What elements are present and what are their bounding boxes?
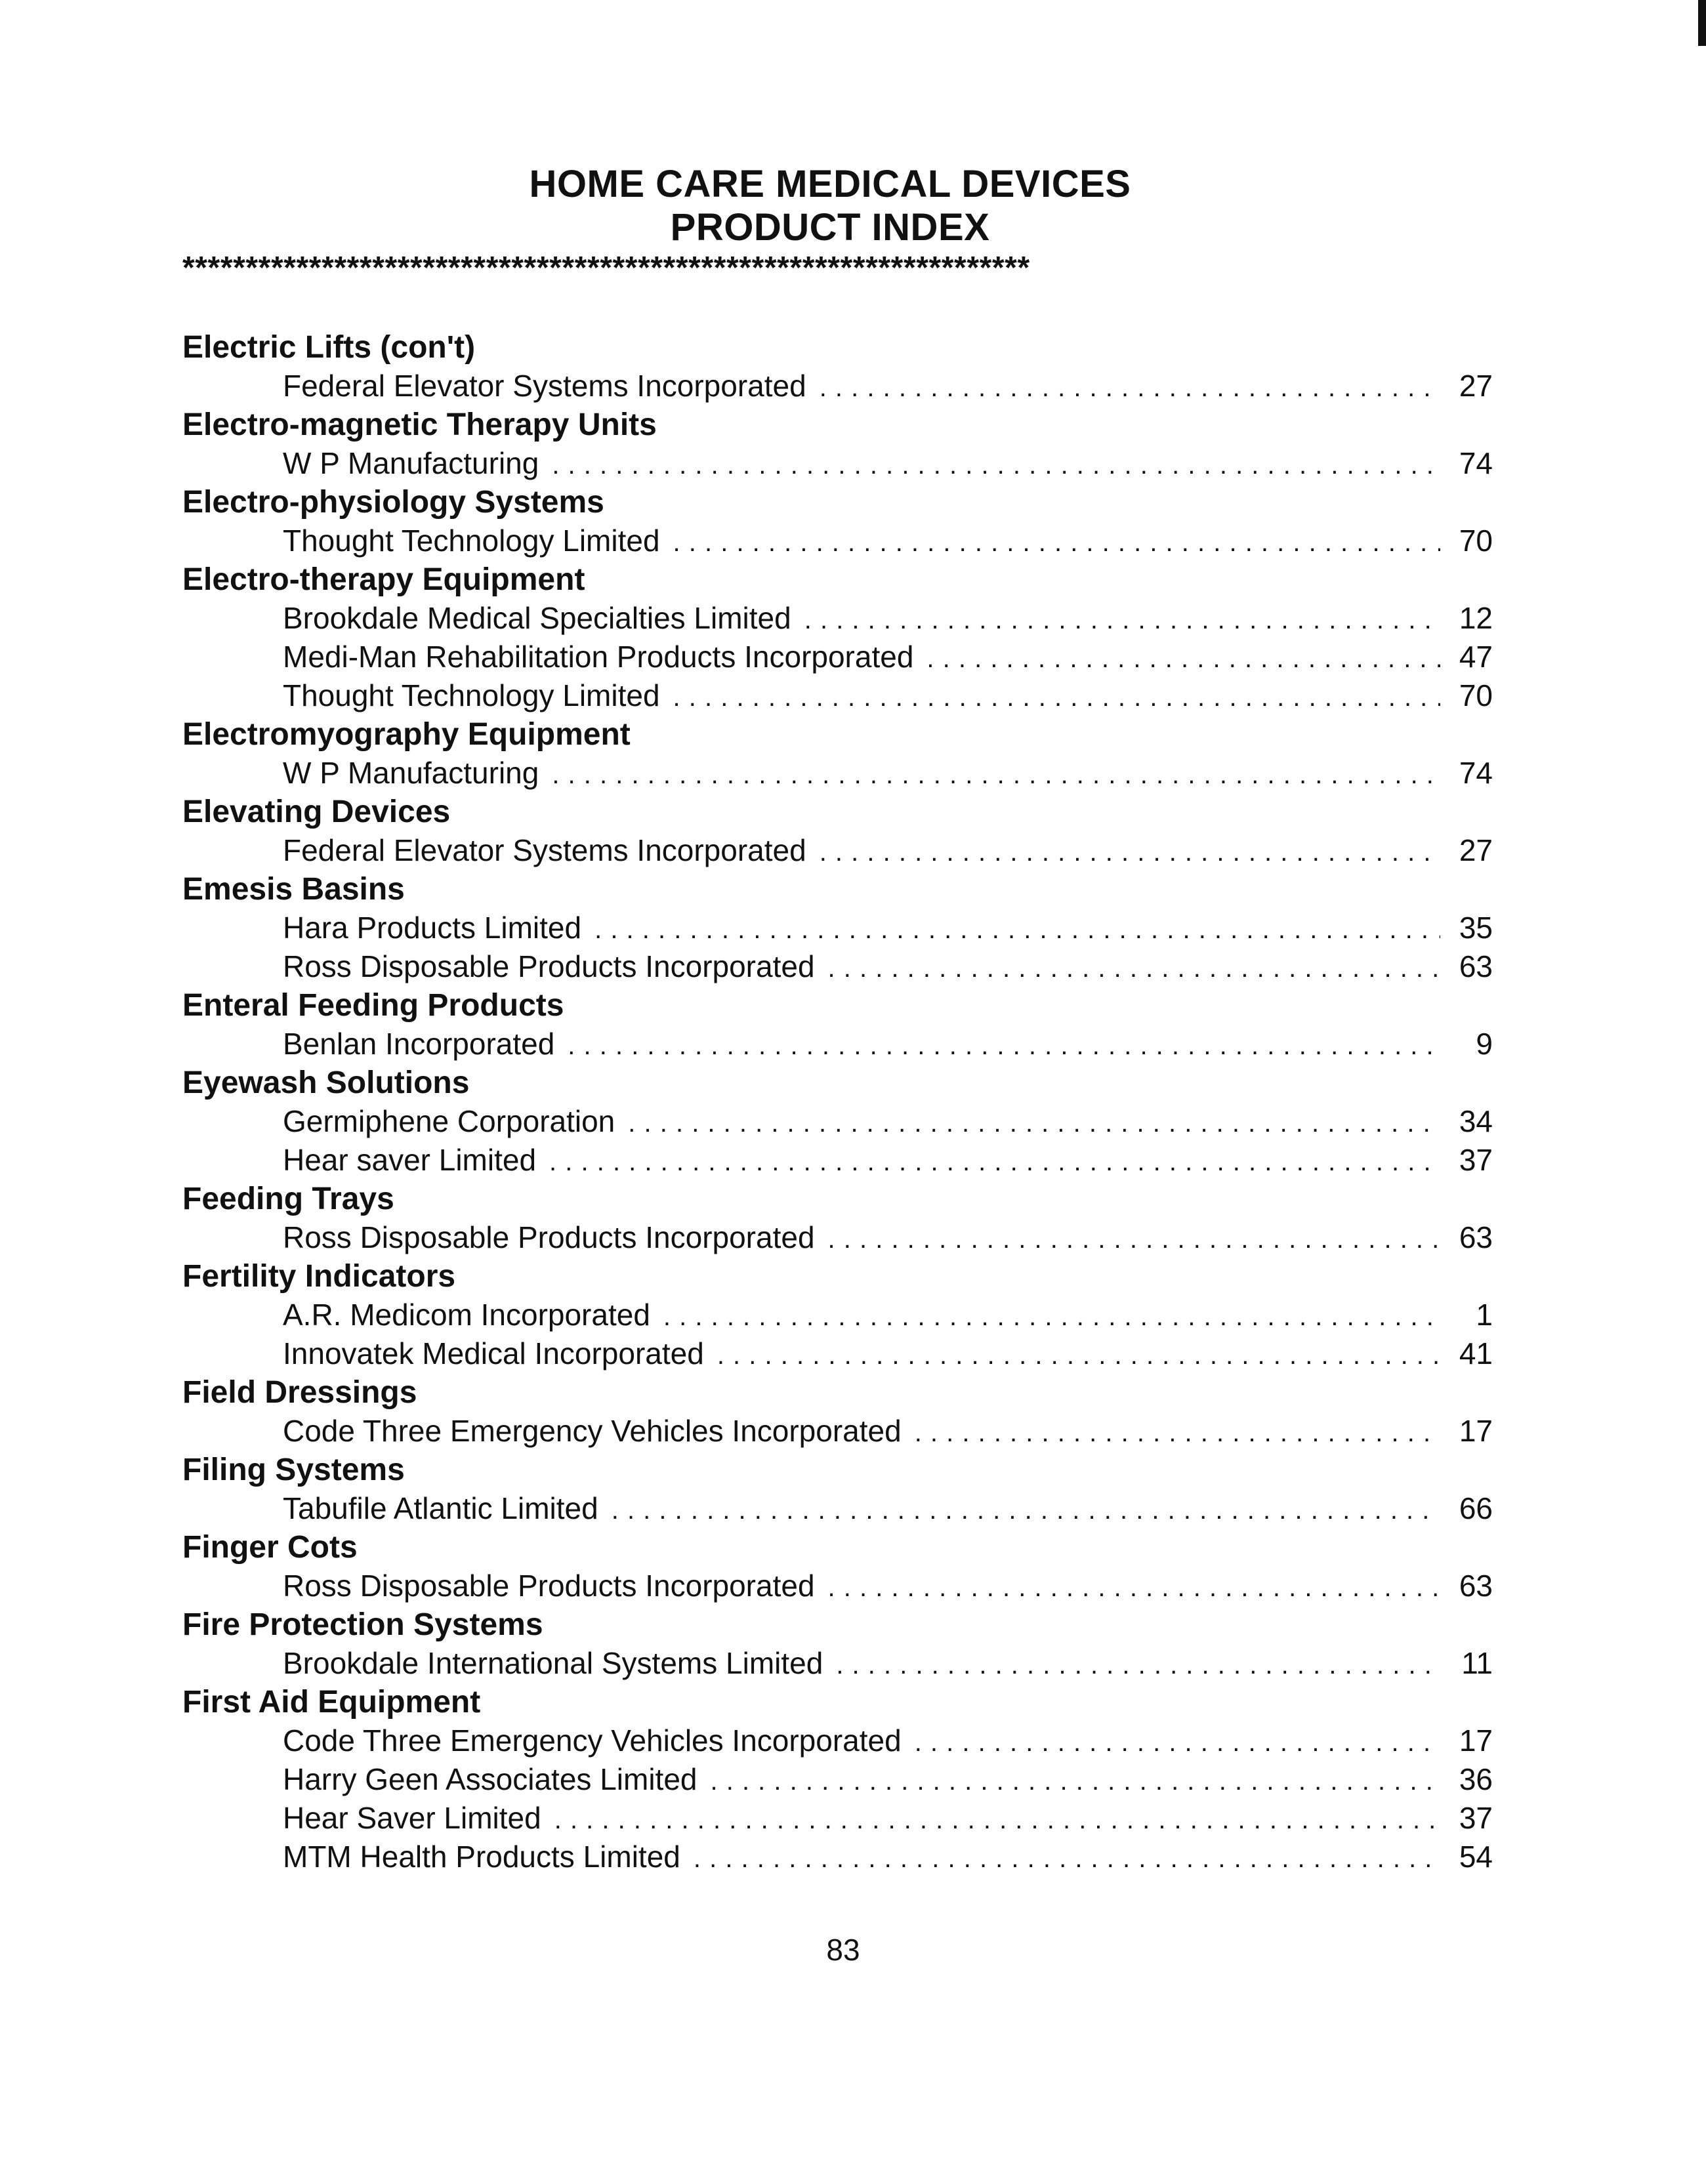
company-name: Thought Technology Limited [283,678,660,712]
company-name: Brookdale International Systems Limited [283,1646,823,1680]
index-category [182,405,1493,483]
page-reference: 9 [1476,1027,1493,1061]
index-entry [182,831,1493,870]
dot-leader [820,833,1440,872]
company-name: W P Manufacturing [283,446,539,480]
page-reference: 11 [1461,1646,1493,1680]
index-entry [182,1102,1493,1141]
dot-leader [694,1840,1440,1878]
category-heading: Electric Lifts (con't) [182,330,476,365]
category-heading: Elevating Devices [182,794,451,829]
document-title: HOME CARE MEDICAL DEVICES [529,163,1131,205]
company-name: Hear saver Limited [283,1143,537,1177]
dot-leader [628,1104,1440,1143]
dot-leader [915,1723,1440,1762]
category-heading: Finger Cots [182,1530,358,1565]
dot-leader [673,678,1440,717]
company-name: Tabufile Atlantic Limited [283,1491,598,1525]
page-reference: 27 [1459,833,1493,867]
dot-leader [717,1336,1440,1375]
index-entry [182,638,1493,676]
index-entry [182,754,1493,793]
index-entry [182,1141,1493,1180]
index-category [182,328,1493,405]
page-reference: 36 [1459,1762,1493,1796]
company-name: Code Three Emergency Vehicles Incorporated [283,1414,902,1448]
index-entry [182,1025,1493,1063]
company-name: Hear Saver Limited [283,1801,541,1835]
category-heading: Electro-magnetic Therapy Units [182,407,657,442]
dot-leader [594,911,1440,949]
dot-leader [612,1491,1440,1530]
page-reference: 74 [1459,756,1493,790]
page-reference: 41 [1459,1336,1493,1370]
index-entry [182,1644,1493,1683]
index-category [182,986,1493,1063]
category-heading: First Aid Equipment [182,1685,481,1720]
category-heading: Fertility Indicators [182,1259,456,1294]
dot-leader [549,1143,1440,1182]
index-category [182,1683,1493,1876]
page-reference: 1 [1476,1298,1493,1332]
page-reference: 35 [1459,911,1493,945]
dot-leader [836,1646,1440,1685]
page-reference: 34 [1459,1104,1493,1138]
product-index-list [182,328,1493,1876]
page-reference: 37 [1459,1143,1493,1177]
category-heading: Enteral Feeding Products [182,988,564,1023]
page-reference: 63 [1459,1220,1493,1254]
category-heading: Electro-therapy Equipment [182,562,585,597]
index-category [182,1257,1493,1373]
index-entry [182,367,1493,405]
index-category [182,715,1493,793]
page-reference: 12 [1459,601,1493,635]
title-block [0,163,1660,249]
company-name: W P Manufacturing [283,756,539,790]
index-entry [182,1838,1493,1876]
page-reference: 17 [1459,1414,1493,1448]
dot-leader [663,1298,1440,1336]
index-entry [182,1412,1493,1451]
page-reference: 37 [1459,1801,1493,1835]
dot-leader [673,524,1440,562]
page-reference: 54 [1459,1840,1493,1874]
index-entry [182,1489,1493,1528]
index-category [182,1373,1493,1451]
company-name: Hara Products Limited [283,911,582,945]
company-name: MTM Health Products Limited [283,1840,680,1874]
category-heading: Filing Systems [182,1453,405,1487]
company-name: Harry Geen Associates Limited [283,1762,697,1796]
company-name: Innovatek Medical Incorporated [283,1336,704,1370]
company-name: Benlan Incorporated [283,1027,555,1061]
company-name: Federal Elevator Systems Incorporated [283,369,806,403]
category-heading: Feeding Trays [182,1182,394,1216]
index-entry [182,676,1493,715]
index-category [182,1451,1493,1528]
index-category [182,1063,1493,1180]
dot-leader [554,1801,1440,1840]
index-category [182,870,1493,986]
company-name: Medi-Man Rehabilitation Products Incorporated [283,640,914,674]
page-reference: 70 [1459,524,1493,558]
index-entry [182,1296,1493,1334]
company-name: Federal Elevator Systems Incorporated [283,833,806,867]
page-reference: 17 [1459,1723,1493,1758]
dot-leader [926,640,1440,678]
index-entry [182,1721,1493,1760]
dot-leader [568,1027,1440,1065]
index-entry [182,1567,1493,1605]
company-name: Code Three Emergency Vehicles Incorporated [283,1723,902,1758]
asterisk-separator: ******************************************************************* [182,253,1030,284]
index-category [182,483,1493,560]
index-category [182,1180,1493,1257]
company-name: Ross Disposable Products Incorporated [283,1569,815,1603]
dot-leader [804,601,1440,640]
page-reference: 66 [1459,1491,1493,1525]
index-entry [182,1334,1493,1373]
category-heading: Fire Protection Systems [182,1607,543,1642]
scan-edge-mark [1698,0,1706,46]
index-entry [182,522,1493,560]
dot-leader [915,1414,1440,1453]
index-entry [182,947,1493,986]
page-reference: 27 [1459,369,1493,403]
company-name: Germiphene Corporation [283,1104,615,1138]
category-heading: Eyewash Solutions [182,1065,470,1100]
dot-leader [552,446,1440,485]
dot-leader [828,1220,1440,1259]
company-name: Ross Disposable Products Incorporated [283,1220,815,1254]
index-entry [182,909,1493,947]
index-category [182,560,1493,715]
category-heading: Electromyography Equipment [182,717,631,752]
dot-leader [820,369,1440,407]
index-category [182,793,1493,870]
page-reference: 70 [1459,678,1493,712]
company-name: Brookdale Medical Specialties Limited [283,601,791,635]
category-heading: Emesis Basins [182,872,405,907]
page-reference: 74 [1459,446,1493,480]
document-subtitle: PRODUCT INDEX [670,206,990,249]
dot-leader [552,756,1440,794]
index-entry [182,599,1493,638]
index-entry [182,444,1493,483]
dot-leader [828,949,1440,988]
category-heading: Field Dressings [182,1375,417,1410]
page-number: 83 [826,1933,860,1967]
page-reference: 63 [1459,1569,1493,1603]
page-reference: 63 [1459,949,1493,983]
index-category [182,1528,1493,1605]
index-entry [182,1799,1493,1838]
company-name: Thought Technology Limited [283,524,660,558]
index-entry [182,1218,1493,1257]
dot-leader [711,1762,1441,1801]
company-name: A.R. Medicom Incorporated [283,1298,650,1332]
dot-leader [828,1569,1440,1607]
index-entry [182,1760,1493,1799]
company-name: Ross Disposable Products Incorporated [283,949,815,983]
category-heading: Electro-physiology Systems [182,485,604,520]
page-reference: 47 [1459,640,1493,674]
index-category [182,1605,1493,1683]
